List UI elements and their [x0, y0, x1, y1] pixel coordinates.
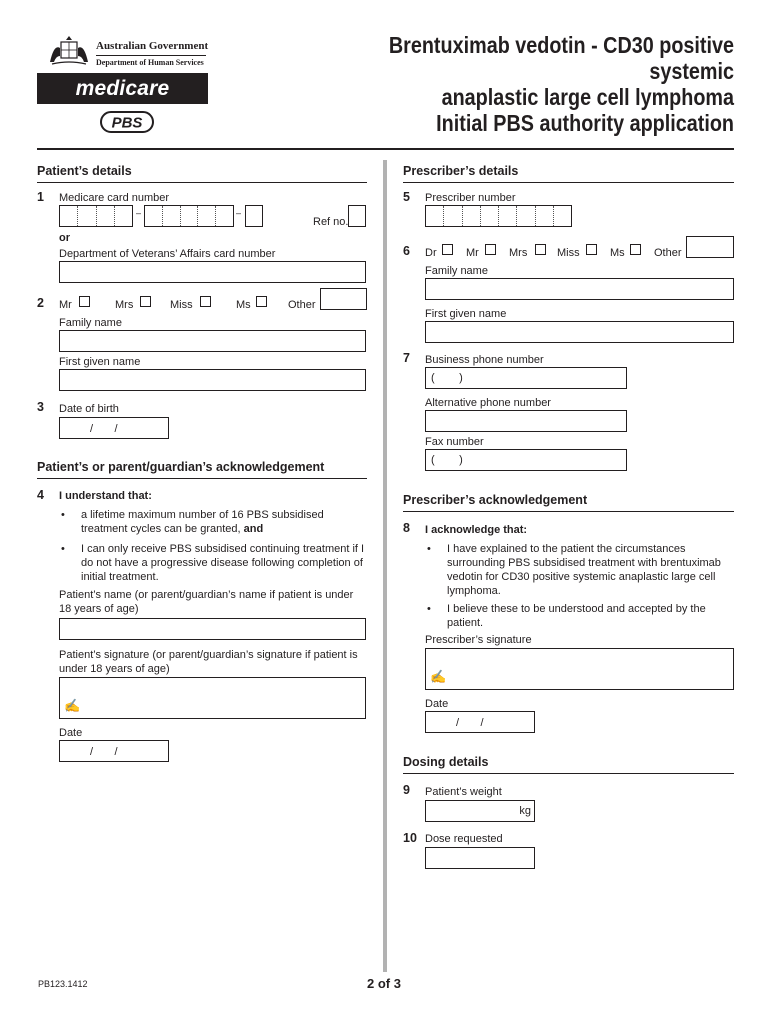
family-name-label: Family name: [59, 317, 122, 329]
bullet-1-and: and: [243, 523, 264, 535]
medicare-card-part-2[interactable]: [144, 205, 234, 227]
section-rule: [403, 773, 734, 774]
bullet-1-line-2: [81, 522, 371, 536]
patient-first-name-input[interactable]: [59, 369, 366, 391]
question-number-7: 7: [403, 351, 410, 365]
dash-separator: –: [136, 208, 142, 218]
dash-separator: –: [236, 208, 242, 218]
pen-signature-icon: ✍: [430, 669, 447, 684]
date-separators: / /: [90, 746, 118, 758]
area-code-parens: ( ): [431, 454, 463, 466]
bullet-marker: •: [427, 543, 431, 555]
form-code: PB123.1412: [38, 979, 88, 989]
business-phone-label: Business phone number: [425, 354, 544, 366]
coat-of-arms-icon: [46, 34, 92, 68]
patient-signature-label-line-1: Patient’s signature (or parent/guardian’s signature if patient is: [59, 649, 358, 661]
title-other-label: Other: [654, 247, 682, 259]
title-line-1: Brentuximab vedotin - CD30 positive systemic: [388, 32, 734, 84]
prescriber-number-input[interactable]: [425, 205, 572, 227]
ref-no-label: Ref no.: [313, 216, 349, 228]
prescriber-first-name-input[interactable]: [425, 321, 734, 343]
medicare-logo: medicare: [37, 73, 208, 104]
bullet-1-text: treatment cycles can be granted,: [81, 523, 241, 535]
title-mrs-checkbox[interactable]: [535, 244, 546, 255]
title-dr-label: Dr: [425, 247, 437, 259]
title-ms-checkbox[interactable]: [630, 244, 641, 255]
bullet-2-line-1: I believe these to be understood and accepted by the: [447, 603, 706, 615]
title-mr-label: Mr: [466, 247, 479, 259]
title-dr-checkbox[interactable]: [442, 244, 453, 255]
ref-no-input[interactable]: [348, 205, 366, 227]
title-other-label: Other: [288, 299, 316, 311]
dob-input[interactable]: [59, 417, 169, 439]
medicare-card-part-3[interactable]: [245, 205, 263, 227]
question-number-3: 3: [37, 400, 44, 414]
or-label: or: [59, 232, 70, 244]
header-divider: [96, 55, 206, 56]
section-rule: [37, 182, 367, 183]
dva-card-label: Department of Veterans’ Affairs card number: [59, 248, 276, 260]
title-miss-checkbox[interactable]: [200, 296, 211, 307]
fax-label: Fax number: [425, 436, 484, 448]
patient-name-label-line-2: 18 years of age): [59, 603, 139, 615]
title-line-2: anaplastic large cell lymphoma: [441, 84, 734, 110]
first-name-label: First given name: [59, 356, 141, 368]
pbs-logo-text: PBS: [111, 114, 143, 132]
patient-name-label: [59, 588, 353, 616]
patient-name-input[interactable]: [59, 618, 366, 640]
page-title: [309, 32, 734, 136]
dose-requested-input[interactable]: [425, 847, 535, 869]
patient-signature-label: [59, 648, 358, 676]
medicare-card-label: Medicare card number: [59, 192, 170, 204]
dose-requested-label: Dose requested: [425, 833, 503, 845]
bullet-1-line-3: vedotin for CD30 positive systemic anaplastic large cell: [447, 571, 716, 583]
department-name: Department of Human Services: [96, 58, 204, 67]
bullet-1-line-2: surrounding PBS subsidised treatment with brentuximab: [447, 557, 721, 569]
i-acknowledge-label: I acknowledge that:: [425, 524, 528, 536]
section-rule: [37, 478, 367, 479]
patient-ack-heading: Patient’s or parent/guardian’s acknowledgement: [37, 460, 325, 474]
bullet-marker: •: [427, 603, 431, 615]
question-number-4: 4: [37, 488, 44, 502]
bullet-2-line-3: initial treatment.: [81, 571, 159, 583]
title-ms-label: Ms: [610, 247, 625, 259]
title-ms-checkbox[interactable]: [256, 296, 267, 307]
dva-card-input[interactable]: [59, 261, 366, 283]
title-line-3: Initial PBS authority application: [436, 110, 734, 136]
government-name: Australian Government: [96, 40, 209, 52]
bullet-marker: •: [61, 509, 65, 521]
alt-phone-input[interactable]: [425, 410, 627, 432]
patient-date-label: Date: [59, 727, 83, 739]
patient-signature-label-line-2: under 18 years of age): [59, 663, 170, 675]
question-number-10: 10: [403, 831, 417, 845]
prescriber-family-name-input[interactable]: [425, 278, 734, 300]
patient-ack-bullet-1: [81, 508, 371, 536]
section-rule: [403, 182, 734, 183]
page-number: 2 of 3: [367, 976, 401, 991]
bullet-1-line-4: lymphoma.: [447, 585, 501, 597]
bullet-1-line-1: a lifetime maximum number of 16 PBS subsidised: [81, 509, 324, 521]
title-miss-checkbox[interactable]: [586, 244, 597, 255]
title-mr-checkbox[interactable]: [485, 244, 496, 255]
bullet-2-line-1: I can only receive PBS subsidised continuing treatment if I: [81, 543, 365, 555]
title-mrs-checkbox[interactable]: [140, 296, 151, 307]
title-mr-label: Mr: [59, 299, 72, 311]
section-rule: [403, 511, 734, 512]
bullet-2-line-2: do not have a progressive disease following completion of: [81, 557, 363, 569]
pen-signature-icon: ✍: [64, 698, 81, 713]
title-mrs-label: Mrs: [115, 299, 134, 311]
prescriber-ack-bullet-2: [447, 602, 734, 630]
question-number-6: 6: [403, 244, 410, 258]
bullet-2-line-2: patient.: [447, 617, 484, 629]
prescriber-ack-heading: Prescriber’s acknowledgement: [403, 493, 588, 507]
prescriber-details-heading: Prescriber’s details: [403, 164, 519, 178]
date-separators: / /: [90, 423, 118, 435]
patient-signature-box[interactable]: [59, 677, 366, 719]
patient-weight-label: Patient’s weight: [425, 786, 502, 798]
question-number-5: 5: [403, 190, 410, 204]
kg-unit: kg: [519, 805, 531, 817]
prescriber-ack-bullet-1: [447, 542, 734, 598]
prescriber-signature-box[interactable]: [425, 648, 734, 690]
question-number-8: 8: [403, 521, 410, 535]
column-divider: [383, 160, 387, 972]
question-number-1: 1: [37, 190, 44, 204]
date-separators: / /: [456, 717, 484, 729]
title-other-input[interactable]: [320, 288, 367, 310]
patient-name-label-line-1: Patient’s name (or parent/guardian’s name if patient is under: [59, 589, 354, 601]
title-miss-label: Miss: [557, 247, 580, 259]
prescriber-signature-label: Prescriber’s signature: [425, 634, 532, 646]
question-number-9: 9: [403, 783, 410, 797]
prescriber-number-label: Prescriber number: [425, 192, 516, 204]
patient-date-input[interactable]: [59, 740, 169, 762]
patient-weight-input[interactable]: [425, 800, 535, 822]
title-ms-label: Ms: [236, 299, 251, 311]
area-code-parens: ( ): [431, 372, 463, 384]
pbs-logo: [100, 111, 154, 133]
bullet-marker: •: [61, 543, 65, 555]
i-understand-label: I understand that:: [59, 490, 152, 502]
dosing-details-heading: Dosing details: [403, 755, 489, 769]
business-phone-input[interactable]: [425, 367, 627, 389]
patient-family-name-input[interactable]: [59, 330, 366, 352]
prescriber-date-input[interactable]: [425, 711, 535, 733]
fax-input[interactable]: [425, 449, 627, 471]
prescriber-date-label: Date: [425, 698, 449, 710]
title-mr-checkbox[interactable]: [79, 296, 90, 307]
title-miss-label: Miss: [170, 299, 193, 311]
patient-ack-bullet-2: [81, 542, 371, 584]
family-name-label: Family name: [425, 265, 488, 277]
bullet-1-line-1: I have explained to the patient the circumstances: [447, 543, 686, 555]
title-mrs-label: Mrs: [509, 247, 528, 259]
title-other-input[interactable]: [686, 236, 734, 258]
title-rule: [37, 148, 734, 150]
medicare-card-part-1[interactable]: [59, 205, 133, 227]
patient-details-heading: Patient’s details: [37, 164, 132, 178]
first-name-label: First given name: [425, 308, 507, 320]
dob-label: Date of birth: [59, 403, 119, 415]
alt-phone-label: Alternative phone number: [425, 397, 551, 409]
question-number-2: 2: [37, 296, 44, 310]
